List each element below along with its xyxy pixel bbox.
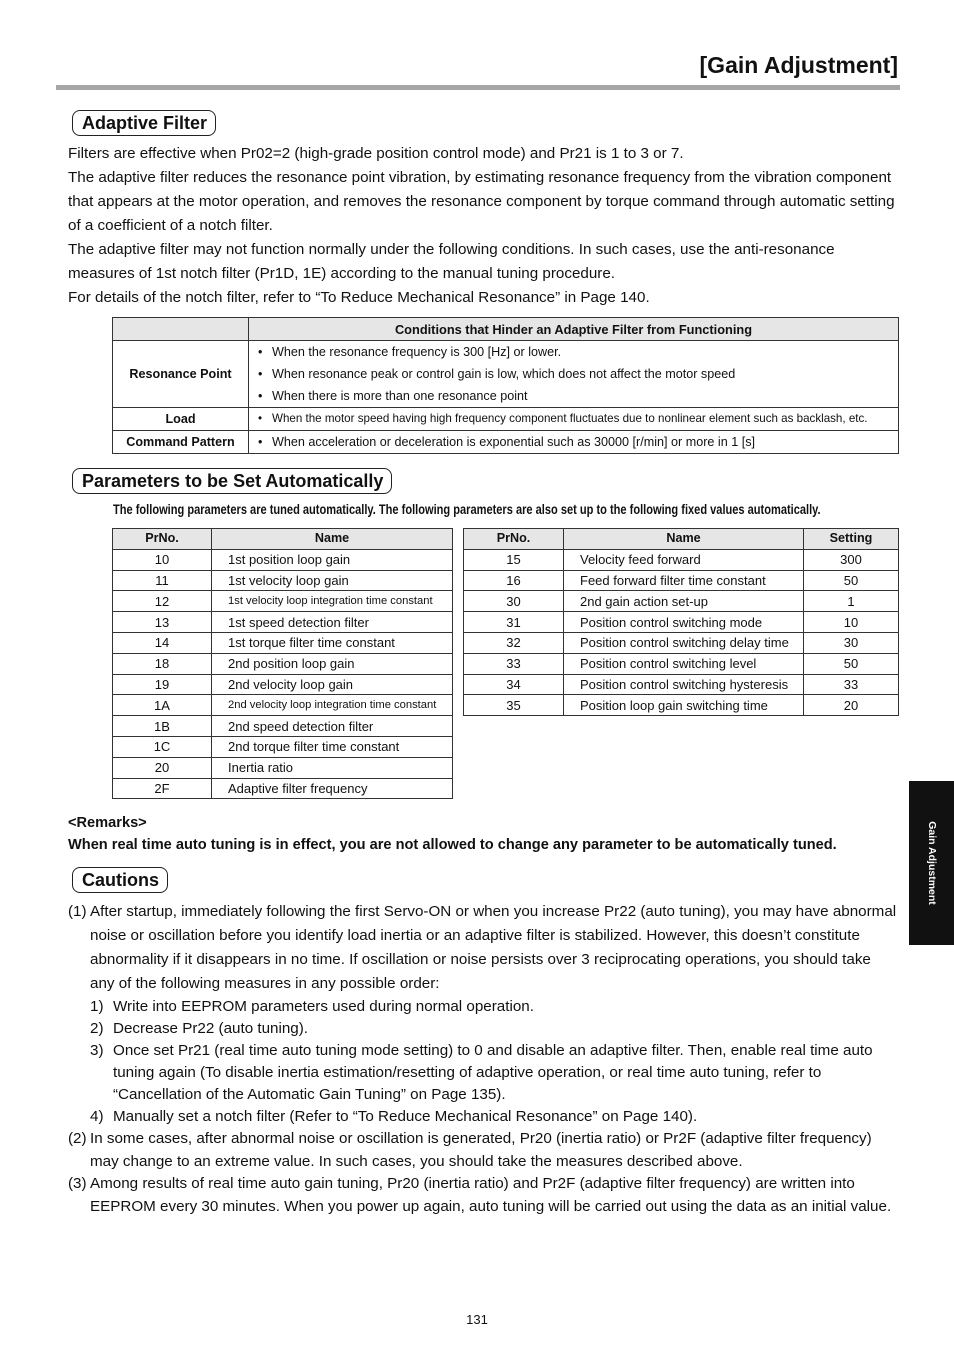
name-cell: Inertia ratio: [212, 757, 453, 778]
row-label: Command Pattern: [113, 431, 249, 454]
prno-cell: 14: [113, 632, 212, 653]
table-row: [113, 570, 453, 591]
caution-number: (1): [68, 903, 87, 920]
paragraph: The adaptive filter may not function normally under the following conditions. In such cases, use the anti-resonance measures of 1st notch filter (Pr1D, 1E) according to the manual tuning procedure.: [68, 241, 835, 282]
name-cell: 1st position loop gain: [212, 549, 453, 570]
prno-cell: 13: [113, 612, 212, 633]
remarks-text: When real time auto tuning is in effect, you are not allowed to change any parameter to be automatically tuned.: [68, 837, 837, 853]
remarks-label: <Remarks>: [68, 815, 147, 831]
setting-cell: 1: [804, 591, 899, 612]
prno-cell: 1C: [113, 736, 212, 757]
row-conditions: [249, 341, 899, 408]
caution-text: Among results of real time auto gain tuning, Pr20 (inertia ratio) and Pr2F (adaptive filter frequency) are written into EEPROM every 30 minutes. When you power up again, auto tuning will be carried out using the data as an initial value.: [90, 1175, 892, 1215]
name-cell: Position control switching level: [564, 653, 804, 674]
list-item: • When acceleration or deceleration is exponential such as 30000 [r/min] or more in 1 [s]: [255, 431, 892, 453]
remarks: [68, 813, 837, 856]
prno-cell: 20: [113, 757, 212, 778]
measure-item: [68, 1018, 898, 1040]
prno-cell: 30: [464, 591, 564, 612]
setting-cell: 33: [804, 674, 899, 695]
table-row: [113, 653, 453, 674]
measure-text: Decrease Pr22 (auto tuning).: [113, 1020, 309, 1037]
setting-cell: 300: [804, 549, 899, 570]
measure-number: 2): [90, 1020, 104, 1037]
table-row: [113, 695, 453, 716]
table-row: [113, 408, 899, 431]
section-heading-cautions: Cautions: [72, 867, 168, 893]
prno-cell: 10: [113, 549, 212, 570]
setting-cell: 50: [804, 653, 899, 674]
table-row: [113, 716, 453, 737]
table-row: [113, 757, 453, 778]
name-cell: 2nd torque filter time constant: [212, 736, 453, 757]
conditions-table: [112, 317, 899, 454]
table-row: [113, 591, 453, 612]
setting-cell: 10: [804, 612, 899, 633]
setting-cell: 30: [804, 632, 899, 653]
measure-item: [68, 1106, 898, 1128]
setting-cell: 50: [804, 570, 899, 591]
name-cell: Velocity feed forward: [564, 549, 804, 570]
table-row: [113, 674, 453, 695]
column-header: PrNo.: [113, 529, 212, 550]
caution-item: [68, 1128, 898, 1173]
prno-cell: 12: [113, 591, 212, 612]
row-conditions: [249, 408, 899, 431]
prno-cell: 11: [113, 570, 212, 591]
page-title: [Gain Adjustment]: [699, 52, 898, 78]
name-cell: 1st speed detection filter: [212, 612, 453, 633]
table-row: [464, 653, 899, 674]
row-conditions: [249, 431, 899, 454]
fixed-params-table: [463, 528, 899, 716]
table-row: [464, 674, 899, 695]
table-row: [113, 632, 453, 653]
measure-text: Write into EEPROM parameters used during normal operation.: [113, 998, 534, 1015]
paragraph: For details of the notch filter, refer to “To Reduce Mechanical Resonance” in Page 140.: [68, 289, 650, 306]
measure-number: 3): [90, 1042, 104, 1059]
list-item: • When the resonance frequency is 300 [Hz] or lower.: [255, 341, 892, 363]
name-cell: 2nd gain action set-up: [564, 591, 804, 612]
title-divider: [56, 85, 900, 90]
name-cell: Adaptive filter frequency: [212, 778, 453, 799]
table-header-empty: [113, 318, 249, 341]
auto-params-note: The following parameters are tuned automatically. The following parameters are also set up to the following fixed values automatically.: [113, 501, 821, 517]
table-row: [464, 612, 899, 633]
name-cell: Feed forward filter time constant: [564, 570, 804, 591]
setting-cell: 20: [804, 695, 899, 716]
section-heading-adaptive-filter: Adaptive Filter: [72, 110, 216, 136]
table-row: [113, 778, 453, 799]
measure-number: 4): [90, 1108, 104, 1125]
row-label: Load: [113, 408, 249, 431]
column-header: Name: [212, 529, 453, 550]
prno-cell: 32: [464, 632, 564, 653]
prno-cell: 18: [113, 653, 212, 674]
list-item: • When resonance peak or control gain is low, which does not affect the motor speed: [255, 363, 892, 385]
caution-text: After startup, immediately following the first Servo-ON or when you increase Pr22 (auto tuning), you may have abnormal noise or oscillation before you identify load inertia or an adaptive filter is stabilized. However, this doesn’t constitute abnormality if it disappears in no time. If oscillation or noise persists over 3 reciprocating operations, you should take any of the following measures in any possible order:: [90, 903, 897, 992]
prno-cell: 35: [464, 695, 564, 716]
table-row: [464, 549, 899, 570]
name-cell: 2nd speed detection filter: [212, 716, 453, 737]
name-cell: 1st velocity loop gain: [212, 570, 453, 591]
prno-cell: 34: [464, 674, 564, 695]
measure-text: Manually set a notch filter (Refer to “To Reduce Mechanical Resonance” on Page 140).: [113, 1108, 698, 1125]
table-header-row: [113, 529, 453, 550]
table-row: [113, 612, 453, 633]
table-row: [113, 736, 453, 757]
row-label: Resonance Point: [113, 341, 249, 408]
name-cell: Position control switching mode: [564, 612, 804, 633]
table-header-row: [113, 318, 899, 341]
prno-cell: 1B: [113, 716, 212, 737]
caution-item: [68, 1173, 898, 1218]
prno-cell: 33: [464, 653, 564, 674]
list-item: • When there is more than one resonance point: [255, 385, 892, 407]
measure-item: [68, 1040, 898, 1106]
name-cell: 2nd velocity loop integration time constant: [212, 695, 453, 716]
paragraph: Filters are effective when Pr02=2 (high-grade position control mode) and Pr21 is 1 to 3 or 7.: [68, 145, 684, 162]
name-cell: Position control switching hysteresis: [564, 674, 804, 695]
table-row: [464, 632, 899, 653]
table-header-row: [464, 529, 899, 550]
prno-cell: 19: [113, 674, 212, 695]
caution-number: (2): [68, 1130, 87, 1147]
caution-text: In some cases, after abnormal noise or oscillation is generated, Pr20 (inertia ratio) or Pr2F (adaptive filter frequency) may change to an extreme value. In such cases, you should take the measures described above.: [90, 1130, 872, 1170]
name-cell: 2nd position loop gain: [212, 653, 453, 674]
page-number: 131: [466, 1312, 488, 1327]
prno-cell: 31: [464, 612, 564, 633]
prno-cell: 1A: [113, 695, 212, 716]
column-header: Setting: [804, 529, 899, 550]
caution-number: (3): [68, 1175, 87, 1192]
measure-number: 1): [90, 998, 104, 1015]
table-row: [113, 341, 899, 408]
column-header: PrNo.: [464, 529, 564, 550]
section-heading-auto-params: Parameters to be Set Automatically: [72, 468, 392, 494]
name-cell: 1st velocity loop integration time constant: [212, 591, 453, 612]
prno-cell: 2F: [113, 778, 212, 799]
name-cell: Position loop gain switching time: [564, 695, 804, 716]
name-cell: Position control switching delay time: [564, 632, 804, 653]
name-cell: 1st torque filter time constant: [212, 632, 453, 653]
adaptive-filter-text: [68, 142, 904, 310]
column-header: Name: [564, 529, 804, 550]
cautions-list: [68, 900, 898, 1218]
table-row: [113, 431, 899, 454]
chapter-side-tab-label: Gain Adjustment: [925, 821, 938, 905]
prno-cell: 16: [464, 570, 564, 591]
measure-text: Once set Pr21 (real time auto tuning mode setting) to 0 and disable an adaptive filter. Then, enable real time auto tuning again (To disable inertia estimation/resetting of adaptive operation, or real time auto tuning, refer to “Cancellation of the Automatic Gain Tuning” on Page 135).: [113, 1042, 873, 1103]
tuned-params-table: [112, 528, 453, 799]
table-row: [113, 549, 453, 570]
table-header: Conditions that Hinder an Adaptive Filter from Functioning: [249, 318, 899, 341]
list-item: • When the motor speed having high frequency component fluctuates due to nonlinear element such as backlash, etc.: [255, 408, 892, 430]
paragraph: The adaptive filter reduces the resonance point vibration, by estimating resonance frequency from the vibration component that appears at the motor operation, and removes the resonance component by torque command through automatic setting of a coefficient of a notch filter.: [68, 169, 895, 234]
caution-item: [68, 900, 898, 996]
measure-item: [68, 996, 898, 1018]
chapter-side-tab: [909, 781, 954, 945]
name-cell: 2nd velocity loop gain: [212, 674, 453, 695]
table-row: [464, 570, 899, 591]
table-row: [464, 695, 899, 716]
table-row: [464, 591, 899, 612]
prno-cell: 15: [464, 549, 564, 570]
